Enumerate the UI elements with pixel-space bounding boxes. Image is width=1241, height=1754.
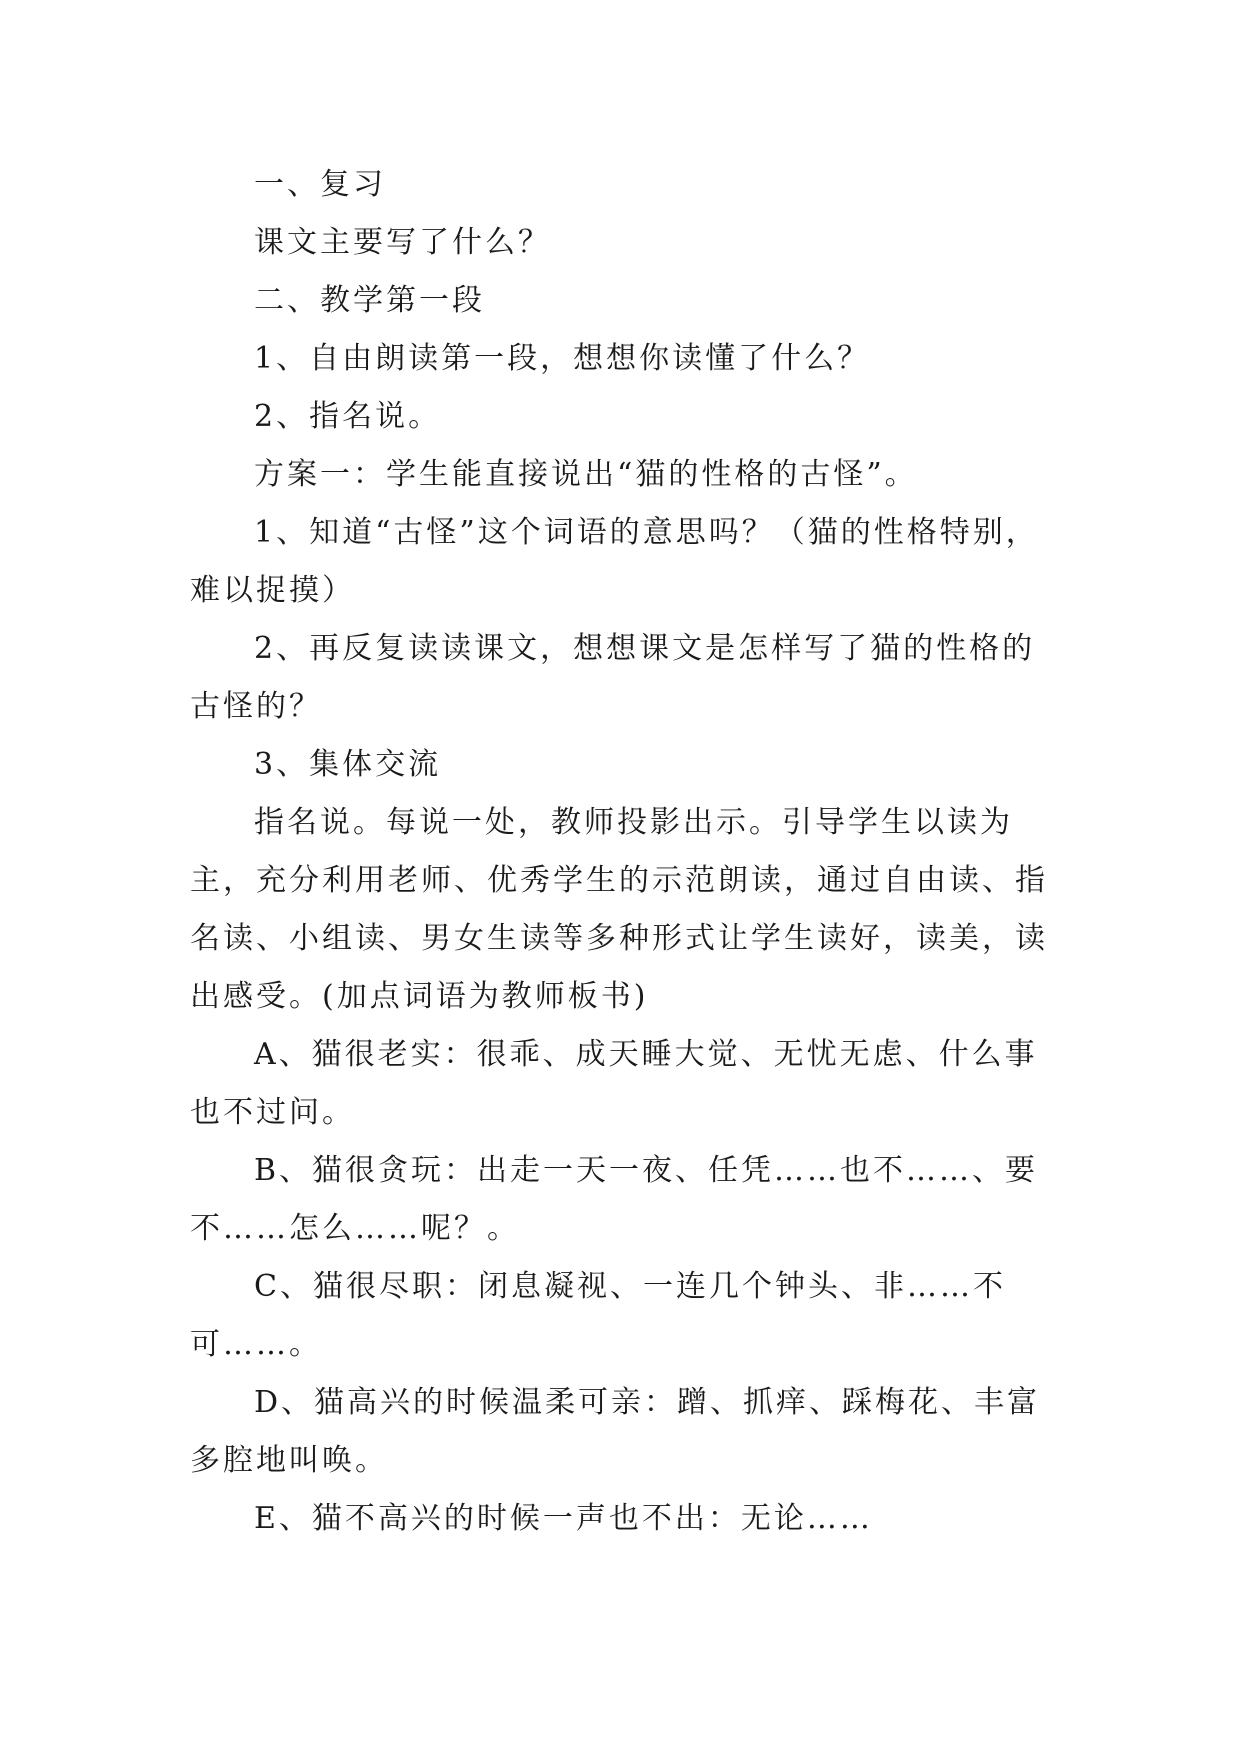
document-body xyxy=(190,156,1060,1548)
heading-teach-first-section: 二、教学第一段 xyxy=(254,283,485,318)
list-item: D、猫高兴的时候温柔可亲：蹭、抓痒、踩梅花、丰富多腔地叫唤。 xyxy=(190,1385,1041,1478)
paragraph: 3、集体交流 xyxy=(254,747,442,782)
list-item: C、猫很尽职：闭息凝视、一连几个钟头、非……不可……。 xyxy=(190,1269,1006,1362)
list-item: B、猫很贪玩：出走一天一夜、任凭……也不……、要不……怎么……呢？。 xyxy=(190,1153,1039,1246)
list-item: E、猫不高兴的时候一声也不出：无论…… xyxy=(254,1501,873,1536)
heading-review: 一、复习 xyxy=(254,167,386,202)
paragraph: 2、指名说。 xyxy=(254,399,442,434)
paragraph: 方案一：学生能直接说出“猫的性格的古怪”。 xyxy=(254,457,918,492)
paragraph: 1、知道“古怪”这个词语的意思吗？（猫的性格特别，难以捉摸） xyxy=(190,515,1039,608)
paragraph: 指名说。每说一处，教师投影出示。引导学生以读为主，充分利用老师、优秀学生的示范朗读，通过自由读、指名读、小组读、男女生读等多种形式让学生读好，读美，读出感受。(加点词语为教师板书) xyxy=(190,805,1048,1014)
paragraph: 1、自由朗读第一段，想想你读懂了什么？ xyxy=(254,341,871,376)
list-item: A、猫很老实：很乖、成天睡大觉、无忧无虑、什么事也不过问。 xyxy=(190,1037,1038,1130)
paragraph: 2、再反复读读课文，想想课文是怎样写了猫的性格的古怪的？ xyxy=(190,631,1036,724)
paragraph: 课文主要写了什么？ xyxy=(254,225,551,260)
